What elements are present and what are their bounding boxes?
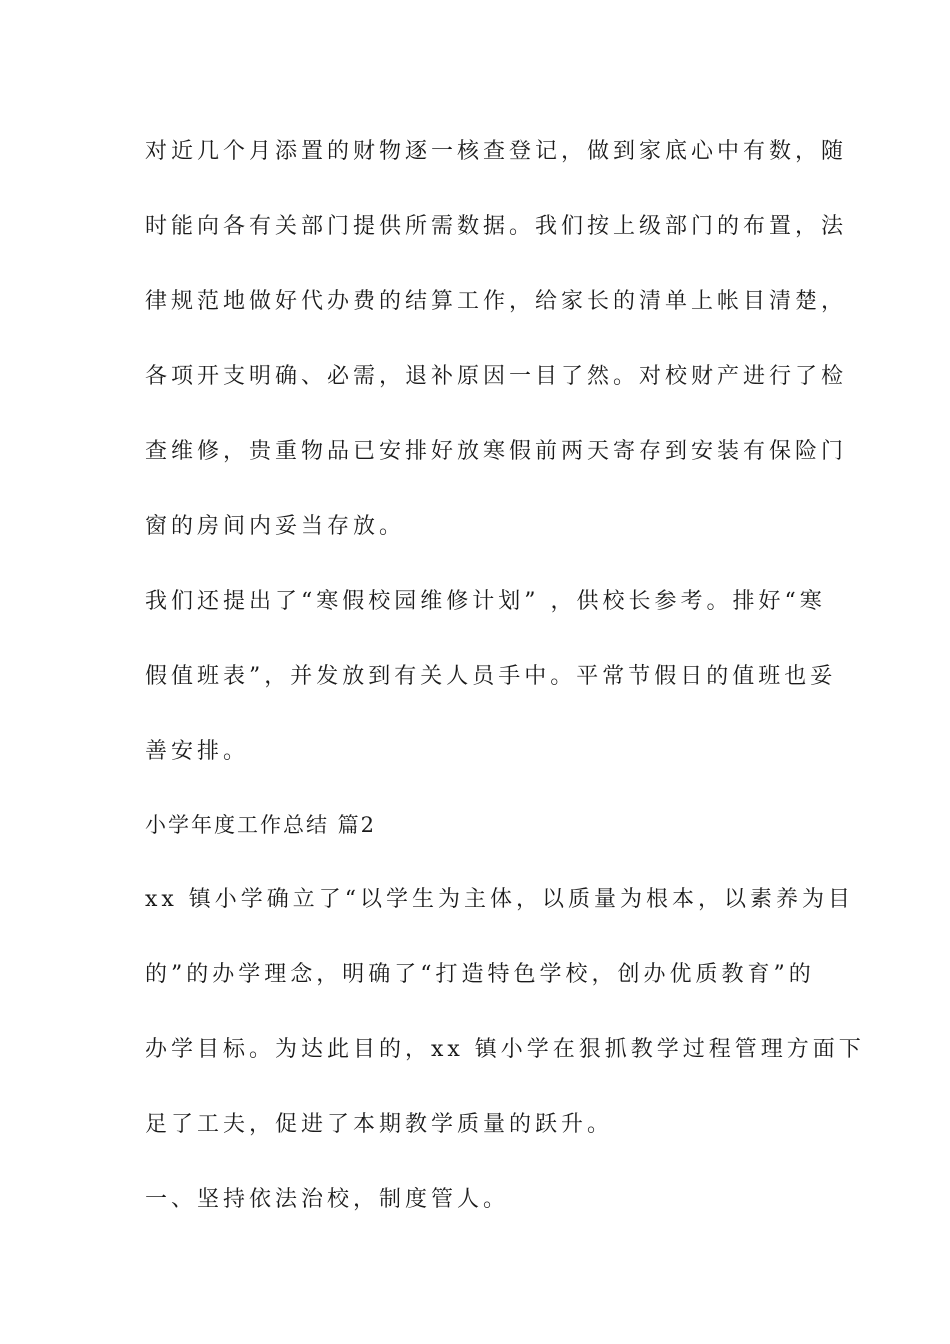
paragraph-line: 的”的办学理念，明确了“打造特色学校，创办优质教育”的 <box>145 962 815 987</box>
paragraph-line: 办学目标。为达此目的，xx 镇小学在狠抓教学过程管理方面下 <box>145 1037 865 1062</box>
subsection-heading: 一、坚持依法治校，制度管人。 <box>145 1187 510 1212</box>
paragraph-line: 善安排。 <box>145 739 250 764</box>
paragraph-line: 假值班表”，并发放到有关人员手中。平常节假日的值班也妥 <box>145 664 837 689</box>
paragraph-line: 时能向各有关部门提供所需数据。我们按上级部门的布置，法 <box>145 214 848 239</box>
paragraph-line: 我们还提出了“寒假校园维修计划” ，供校长参考。排好“寒 <box>145 589 826 614</box>
paragraph-line: 查维修，贵重物品已安排好放寒假前两天寄存到安装有保险门 <box>145 439 848 464</box>
paragraph-line: 足了工夫，促进了本期教学质量的跃升。 <box>145 1112 614 1137</box>
paragraph-line: 律规范地做好代办费的结算工作，给家长的清单上帐目清楚， <box>145 289 848 314</box>
paragraph-line: 对近几个月添置的财物逐一核查登记，做到家底心中有数，随 <box>145 139 848 164</box>
paragraph-line: xx 镇小学确立了“以学生为主体，以质量为根本，以素养为目 <box>145 887 855 912</box>
paragraph-line: 窗的房间内妥当存放。 <box>145 514 406 539</box>
section-heading: 小学年度工作总结 篇2 <box>145 813 377 837</box>
paragraph-line: 各项开支明确、必需，退补原因一目了然。对校财产进行了检 <box>145 364 848 389</box>
